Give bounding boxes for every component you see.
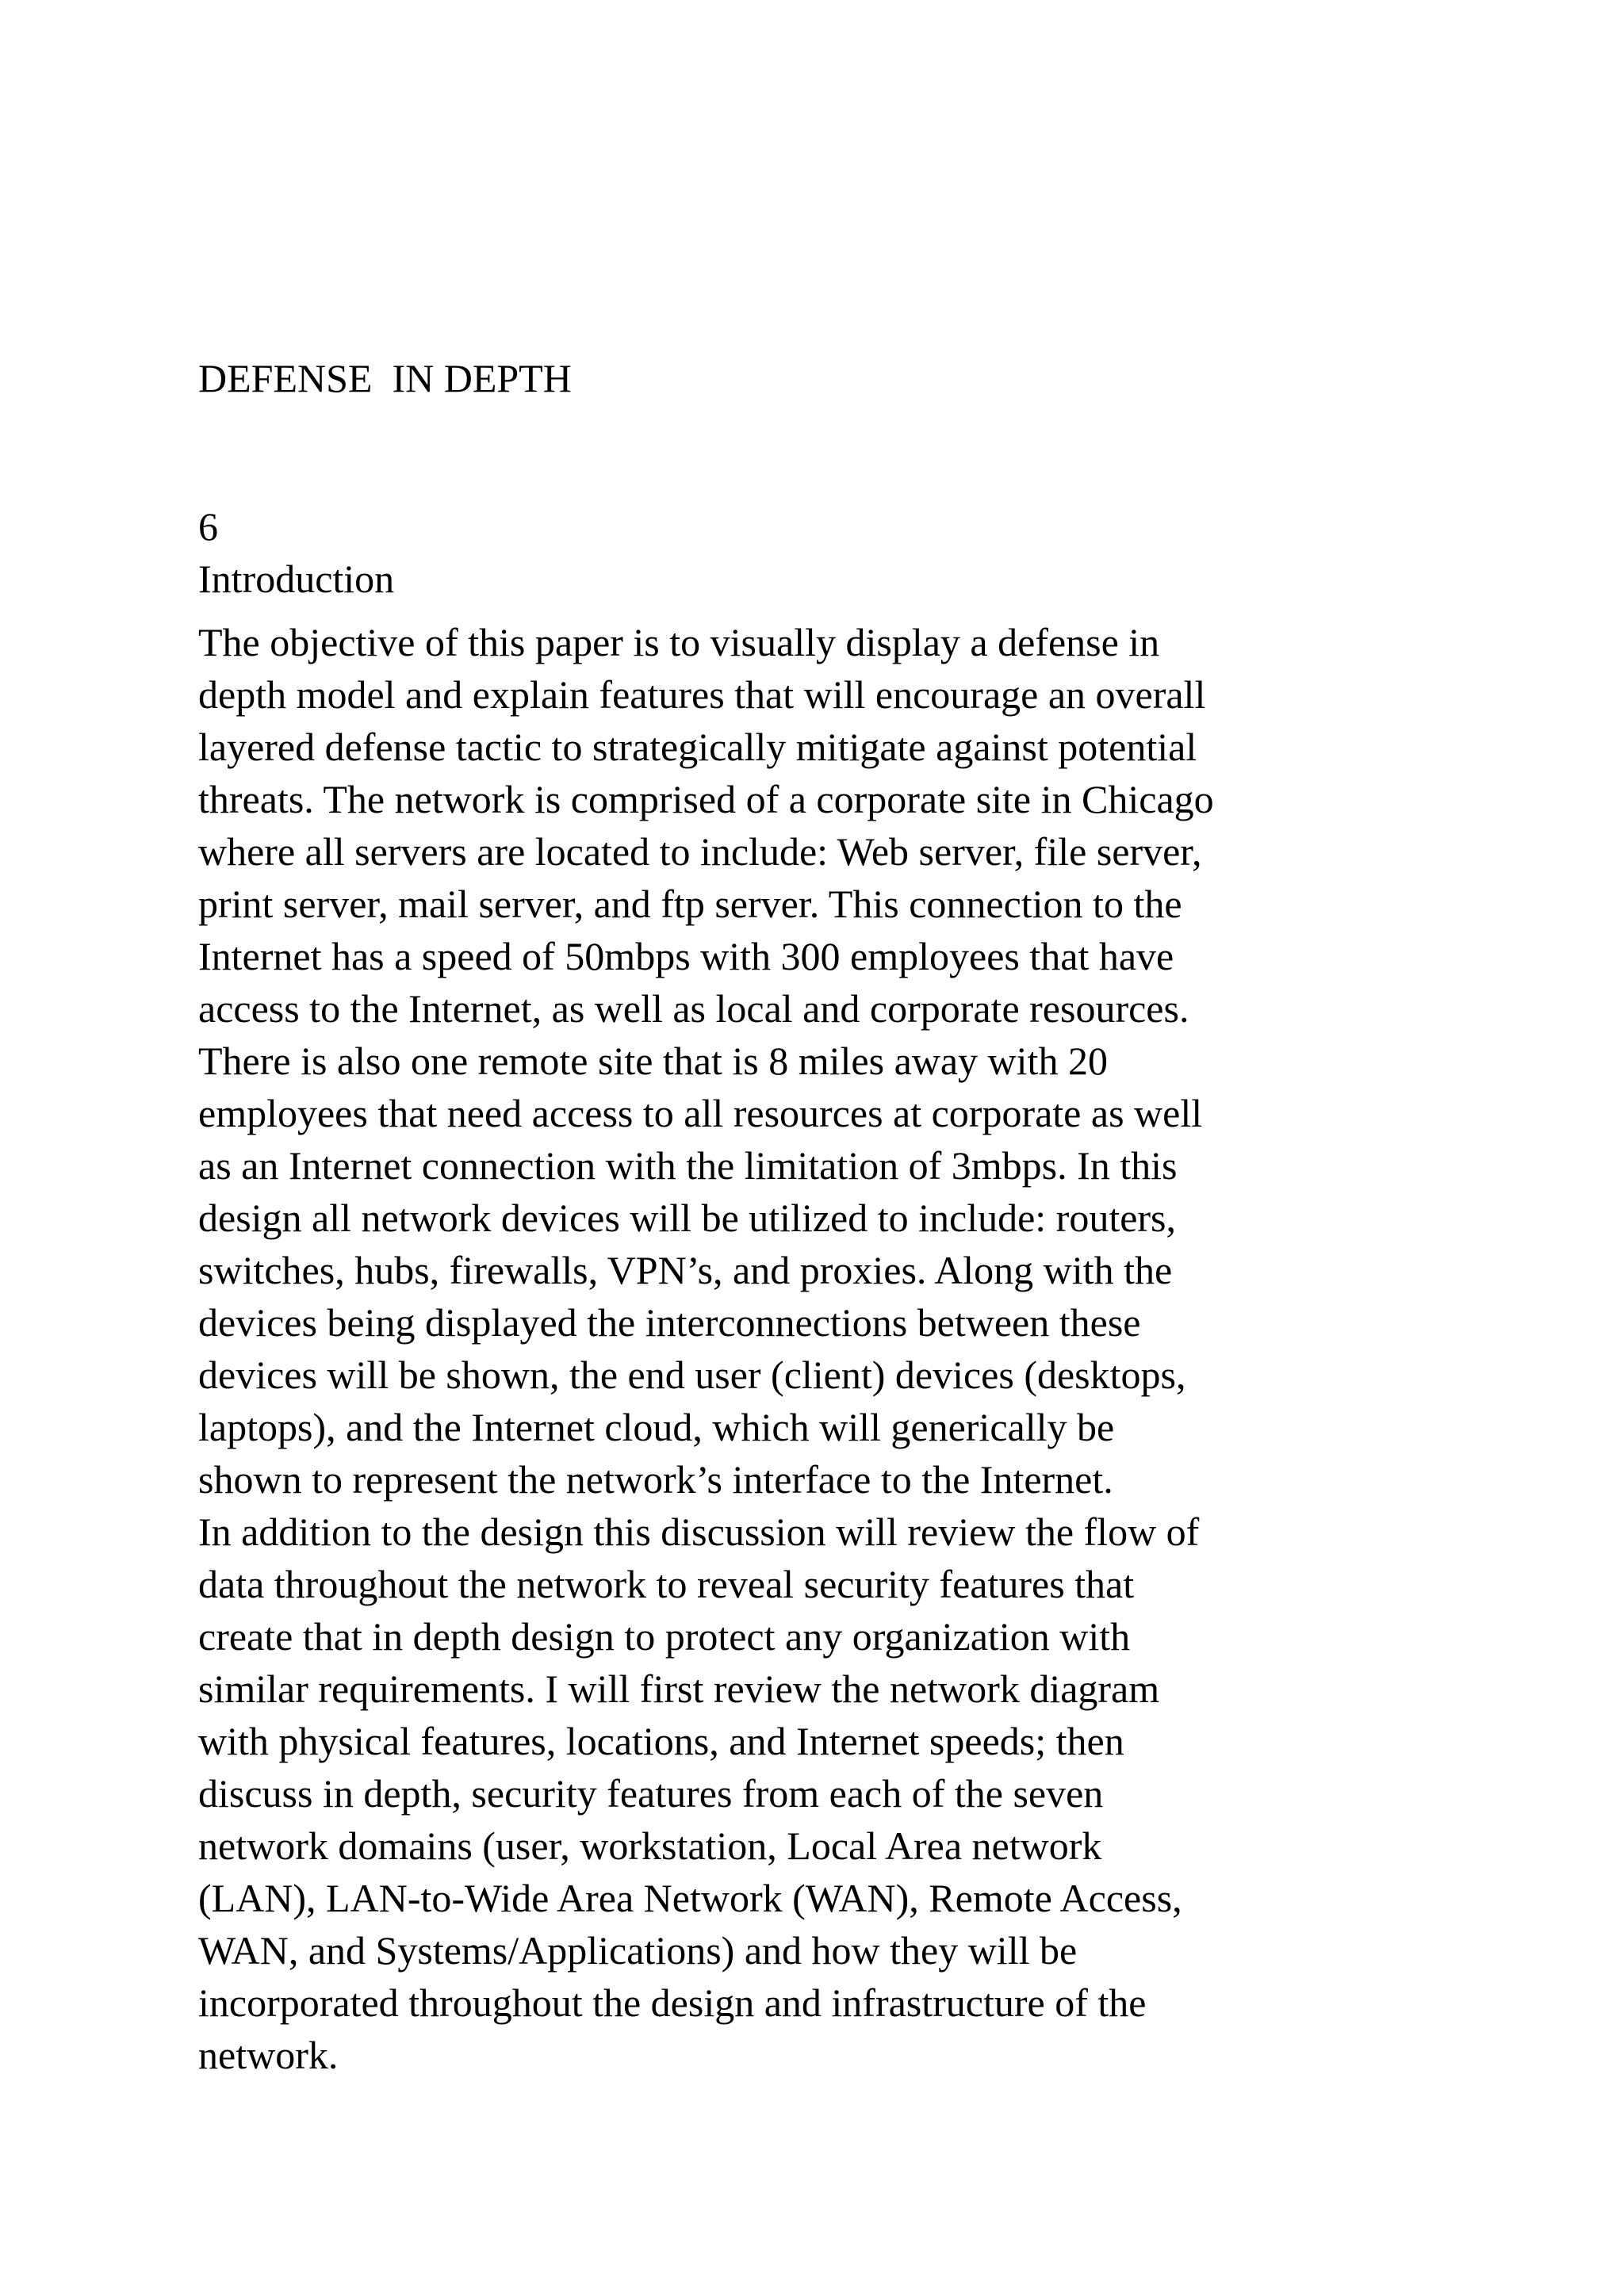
body-line: threats. The network is comprised of a corporate site in Chicago: [198, 777, 1214, 821]
body-line: incorporated throughout the design and infrastructure of the: [198, 1980, 1147, 2025]
body-line: create that in depth design to protect any organization with: [198, 1614, 1131, 1659]
body-line: The objective of this paper is to visually display a defense in: [198, 620, 1160, 664]
body-line: WAN, and Systems/Applications) and how they will be: [198, 1928, 1078, 1973]
body-line: with physical features, locations, and Internet speeds; then: [198, 1719, 1124, 1763]
body-line: In addition to the design this discussion will review the flow of: [198, 1510, 1200, 1554]
body-line: devices will be shown, the end user (client) devices (desktops,: [198, 1353, 1186, 1397]
body-line: shown to represent the network’s interface to the Internet.: [198, 1457, 1113, 1502]
body-line: (LAN), LAN-to-Wide Area Network (WAN), Remote Access,: [198, 1876, 1182, 1920]
body-line: as an Internet connection with the limitation of 3mbps. In this: [198, 1143, 1178, 1188]
body-line: similar requirements. I will first review the network diagram: [198, 1667, 1160, 1711]
body-line: layered defense tactic to strategically mitigate against potential: [198, 725, 1197, 769]
running-head: DEFENSE IN DEPTH: [198, 356, 572, 400]
body-line: devices being displayed the interconnections between these: [198, 1300, 1141, 1345]
body-line: access to the Internet, as well as local and corporate resources.: [198, 986, 1189, 1031]
body-line: employees that need access to all resources at corporate as well: [198, 1091, 1203, 1135]
body-line: data throughout the network to reveal security features that: [198, 1562, 1135, 1606]
body-line: where all servers are located to include: Web server, file server,: [198, 829, 1202, 874]
section-title: Introduction: [198, 557, 395, 601]
body-line: switches, hubs, firewalls, VPN’s, and proxies. Along with the: [198, 1248, 1173, 1292]
body-line: laptops), and the Internet cloud, which will generically be: [198, 1405, 1115, 1449]
body-line: Internet has a speed of 50mbps with 300 employees that have: [198, 934, 1174, 978]
body-line: depth model and explain features that will encourage an overall: [198, 672, 1206, 717]
body-line: design all network devices will be utilized to include: routers,: [198, 1196, 1177, 1240]
body-line: network.: [198, 2033, 339, 2077]
body-line: print server, mail server, and ftp server. This connection to the: [198, 882, 1182, 926]
body-line: network domains (user, workstation, Local Area network: [198, 1823, 1102, 1868]
body-line: There is also one remote site that is 8 miles away with 20: [198, 1039, 1108, 1083]
body-line: discuss in depth, security features from each of the seven: [198, 1771, 1104, 1816]
page-number: 6: [198, 504, 218, 549]
